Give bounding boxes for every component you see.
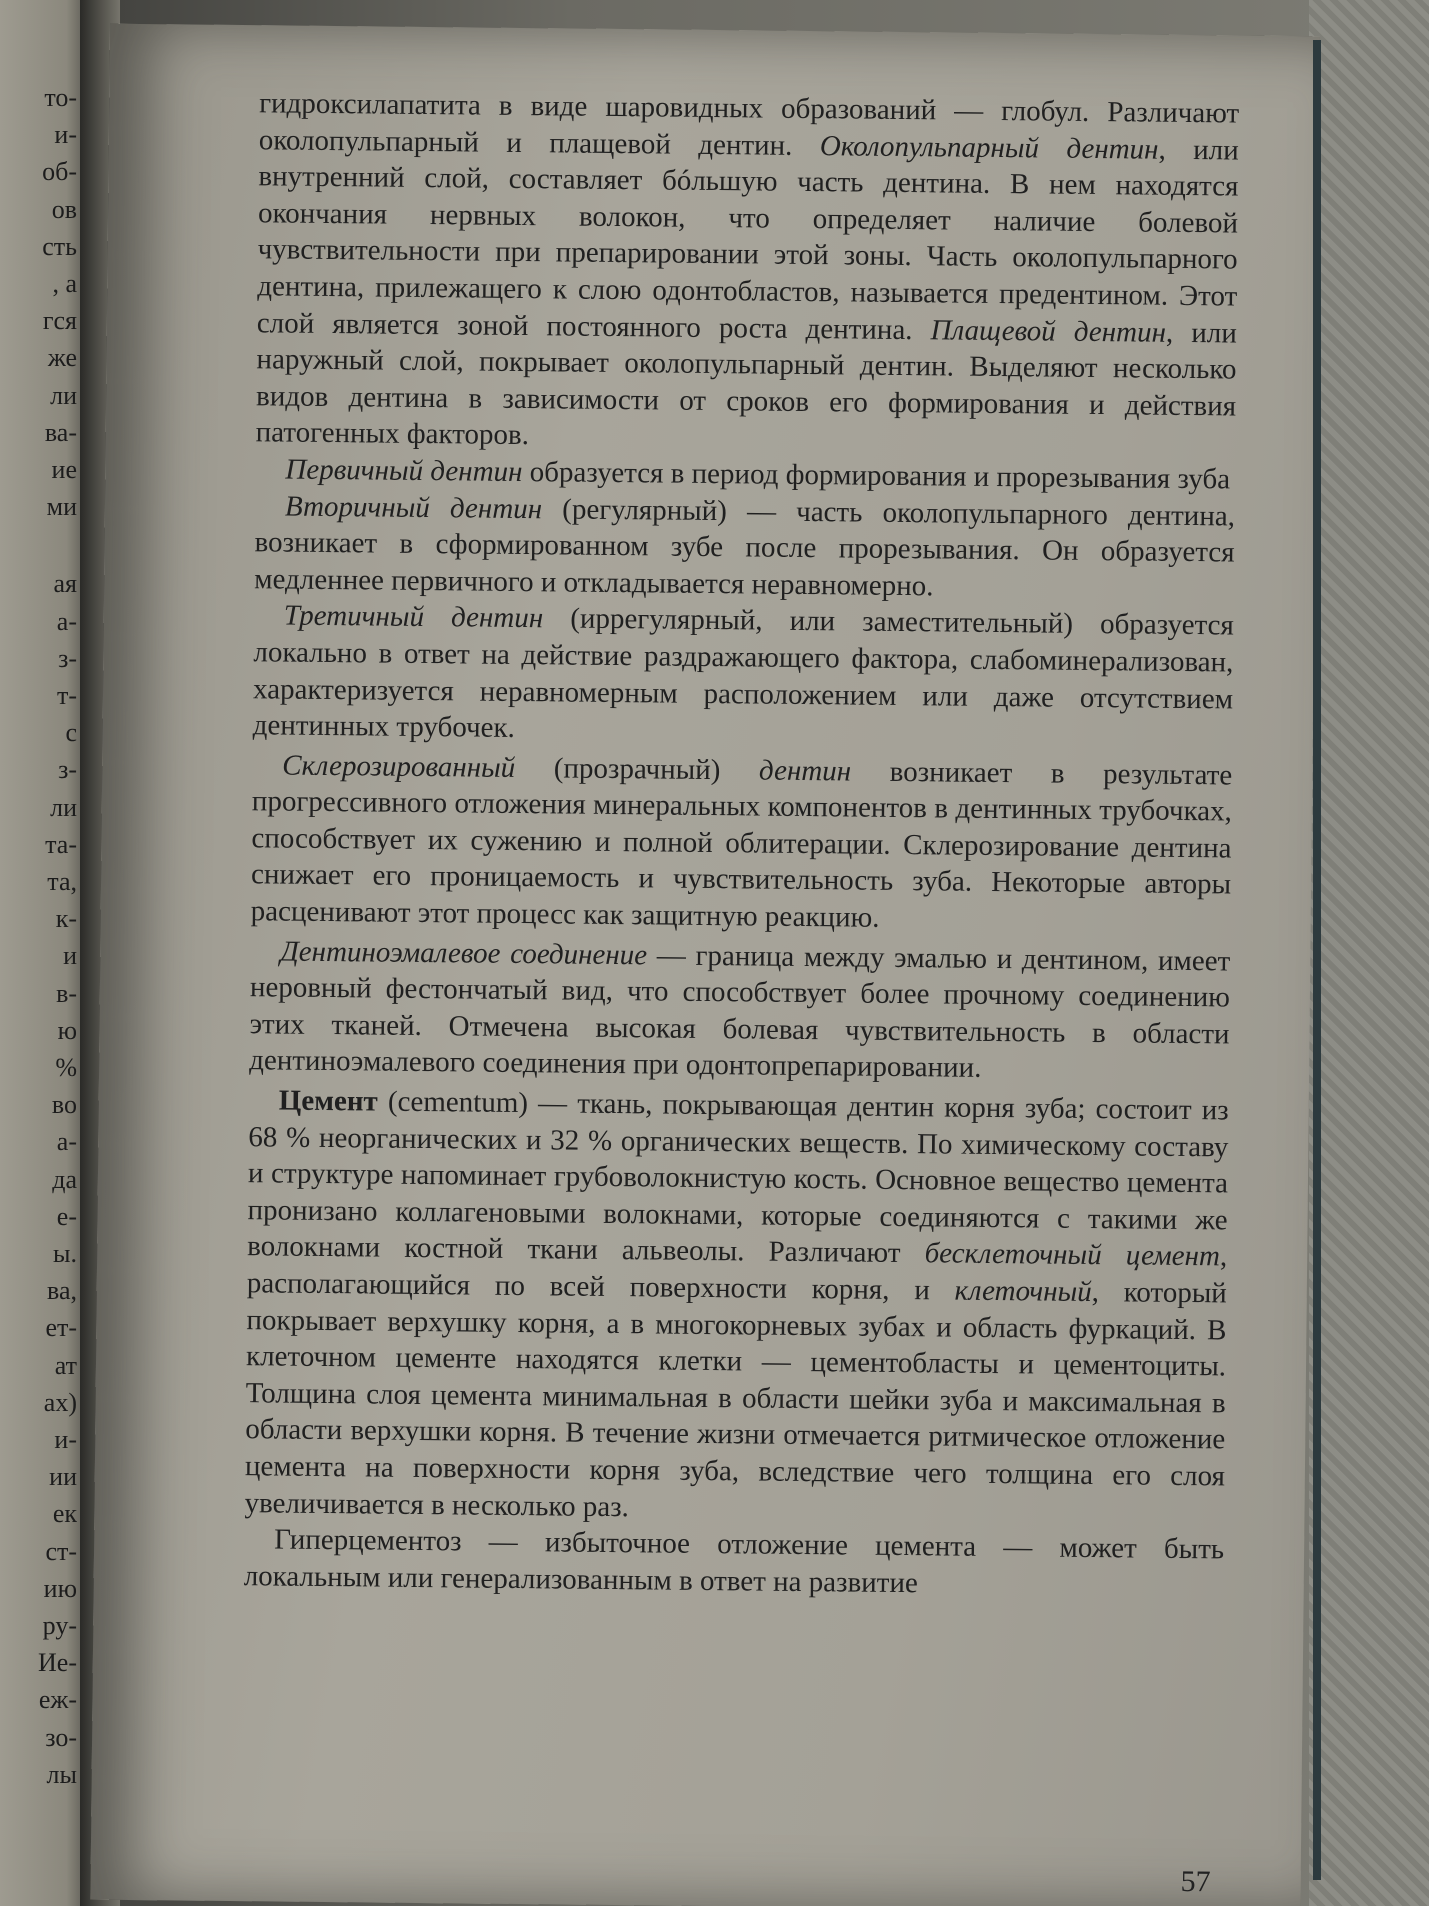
left-page-fragment: та- (45, 829, 77, 859)
term: Первичный дентин (285, 453, 523, 488)
left-page-fragment: то- (44, 83, 77, 112)
term: Вторичный дентин (284, 490, 543, 525)
left-page-fragment: и (63, 941, 77, 971)
left-page-fragment: ми (46, 492, 77, 522)
left-page-fragment: еж- (38, 1685, 77, 1715)
left-page-fragment: ли (50, 380, 77, 410)
left-page-fragment: же (47, 343, 77, 373)
page-text (244, 85, 1240, 1605)
left-page-fragment: ов (51, 194, 77, 224)
term: Склерозированный (282, 749, 516, 784)
left-page-fragment: ет- (45, 1313, 77, 1343)
text: (cementum) — ткань, покрывающая дентин корня зуба; состоит из 68 % неорганических и 32 % органических веществ. По химическому составу и структуре напоминает грубоволокнистую кость. Основное вещество цемента пронизано коллагеновыми волокнами, которые соединяются с такими же волокнами костной ткани альвеолы. Различают (247, 1085, 1229, 1270)
left-page-fragment: з- (58, 755, 77, 785)
text: (прозрачный) (515, 751, 760, 787)
left-page-fragment: в- (56, 978, 77, 1008)
left-page-fragment: ат (54, 1350, 77, 1380)
paragraph-cementum (244, 1082, 1229, 1531)
term: Околопульпарный дентин (819, 129, 1159, 166)
left-page-fragment: та, (47, 867, 77, 896)
left-page-fragment: ва, (47, 1276, 77, 1306)
paragraph-tertiary-dentin (252, 598, 1233, 755)
desk-fabric (1309, 0, 1429, 1906)
text: , который покрывает верхушку корня, а в многокорневых зубах и область фуркаций. В клеточном цементе находятся клетки — цементобласты и цементоциты. Толщина слоя цемента минимальная в области шейки зуба и максимальная в области верхушки корня. В течение жизни отмечается ритмическое отложение цемента на поверхности корня зуба, вследствие чего толщина его слоя увеличивается в несколько раз. (244, 1276, 1227, 1523)
paragraph-dentinoenamel-junction (249, 933, 1230, 1090)
left-page-fragment: % (55, 1053, 77, 1082)
left-page-fragment: т- (56, 681, 77, 710)
term: Третичный дентин (283, 599, 544, 635)
paragraph-sclerotic-dentin (251, 747, 1233, 940)
left-page-fragment: лы (46, 1759, 77, 1789)
left-page-fragment: з- (58, 643, 77, 673)
left-page-fragment: ие (51, 455, 77, 484)
right-page (90, 24, 1320, 1906)
left-page-fragment: с (65, 718, 77, 748)
term: бесклеточный цемент (924, 1237, 1221, 1273)
left-page-fragment: ю (57, 1015, 77, 1045)
paragraph-hypercementosis (244, 1521, 1225, 1604)
text: (иррегулярный, или заместительный) образуется локально в ответ на действие раздражающего фактора, слабоминерализован, характеризуется неравномерным расположением или даже отсутствием дентинных трубочек. (252, 602, 1234, 745)
left-page-fragment: ы. (53, 1239, 77, 1268)
text: — граница между эмалью и дентином, имеет неровный фестончатый вид, что способствует более прочному соединению этих тканей. Отмечена высокая болевая чувствительность в области дентиноэмалевого соединения при одонтопрепарировании. (249, 938, 1231, 1085)
left-page-fragment: сть (42, 231, 77, 261)
text: гидроксилапатита в виде шаровидных образований — глобул. Различают околопульпарный и плащевой дентин. (258, 87, 1240, 162)
text: образуется в период формирования и прорезывания зуба (522, 455, 1231, 496)
term: Плащевой дентин (930, 313, 1167, 349)
left-page-fragment: ру- (42, 1611, 77, 1640)
paragraph-secondary-dentin (254, 488, 1235, 608)
left-page-fragment: ии (49, 1462, 77, 1492)
text: , или внутренний слой, составляет бóльшую часть дентина. В нем находятся окончания нервных волокон, что определяет наличие болевой чувствительности при препарировании этой зоны. Часть околопульпарного дентина, прилежащего к слою одонтобластов, называется предентином. Этот слой является зоной постоянного роста дентина. (256, 133, 1239, 346)
left-page-fragment: ст- (45, 1536, 77, 1566)
left-page-fragment: и- (54, 120, 77, 150)
paragraph-dentin-types (256, 85, 1240, 461)
left-page-fragment: об- (42, 157, 77, 187)
left-page-fragment: во (51, 1090, 77, 1120)
left-page-fragment: ах) (43, 1387, 77, 1417)
left-page-fragment: и- (54, 1425, 77, 1454)
left-page-fragment: , а (52, 269, 77, 298)
left-page-fragment: гся (42, 306, 77, 336)
text: , или наружный слой, покрывает околопульпарный дентин. Выделяют несколько видов дентина в зависимости от сроков его формирования и действия патогенных факторов. (255, 316, 1238, 452)
left-page-fragment: ва- (44, 417, 77, 447)
left-page-fragment: ли (50, 792, 77, 822)
page-edge (1313, 40, 1321, 1880)
left-page-fragment: к- (55, 904, 77, 934)
term: Дентиноэмалевое соединение (280, 935, 648, 971)
text: Гиперцементоз — избыточное отложение цемента — может быть локальным или генерализованным в ответ на развитие (243, 1523, 1225, 1599)
left-page-fragment: ая (53, 569, 77, 599)
left-page-fragment: Ие- (38, 1648, 77, 1678)
text: (регулярный) — часть околопульпарного дентина, возникает в сформированном зубе после прорезывания. Он образуется медленнее первичного и откладывается неравномерно. (254, 492, 1236, 603)
left-page-fragment: ию (43, 1573, 77, 1603)
left-page-fragment: да (52, 1164, 77, 1194)
term: клеточный (954, 1274, 1092, 1309)
left-page-fragment: а- (56, 1127, 77, 1157)
bold-term: Цемент (278, 1084, 378, 1118)
term: дентин (758, 754, 852, 788)
left-page-fragment: зо- (45, 1722, 77, 1752)
text: возникает в результате прогрессивного отложения минеральных компонентов в дентинных трубочках, способствует их сужению и полной облитерации. Склерозирование дентина снижает его проницаемость и чувствительность зуба. Некоторые авторы расценивают этот процесс как защитную реакцию. (250, 755, 1233, 934)
page-number: 57 (1180, 1864, 1211, 1899)
left-page-fragment: ек (52, 1499, 77, 1529)
left-page-fragment: е- (56, 1201, 77, 1231)
left-page-fragment: а- (56, 606, 77, 636)
text: , располагающийся по всей поверхности корня, и (246, 1240, 1228, 1307)
